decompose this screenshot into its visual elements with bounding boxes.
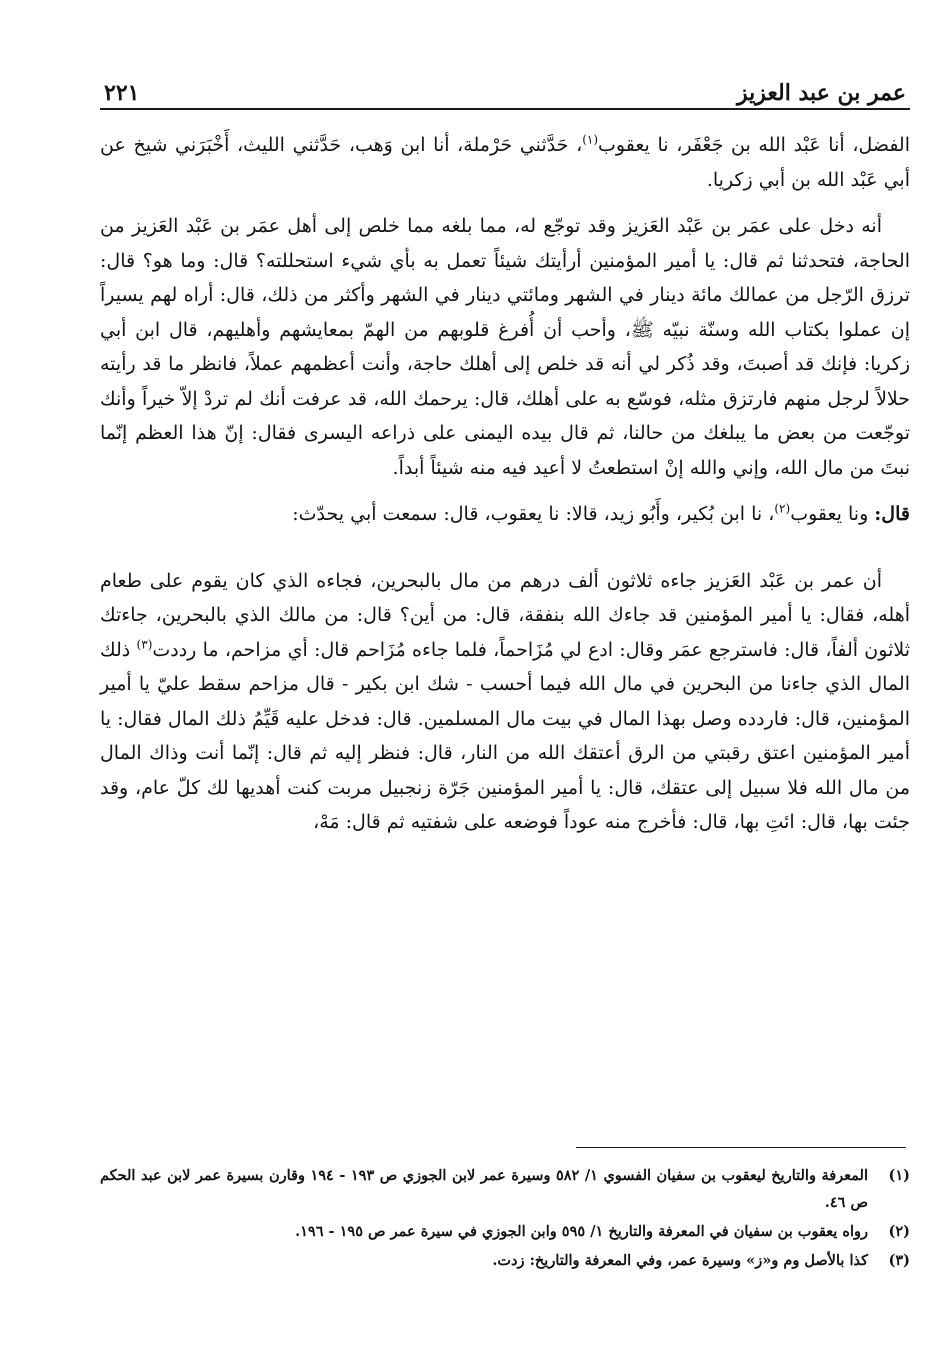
- text-segment: أن عمر بن عَبْد العَزيز جاءه ثلاثون ألف درهم من مال بالبحرين، فجاءه الذي كان يقوم على طعام أهله، فقال: يا أمير المؤمنين قد جاءك الله بنفقة، قال: من أين؟ قال: من مالك الذي بالبحرين، جاءتك ثلاثون ألفاً، قال: فاسترجع عمَر وقال: ادع لي مُزَاحماً، فلما جاءه مُزَاحم قال: أي مزاحم، ما رددت: [100, 569, 910, 661]
- lead-word: قال:: [874, 503, 910, 525]
- footnote-ref-3: (٣): [136, 637, 153, 652]
- footnote-text: المعرفة والتاريخ ليعقوب بن سفيان الفسوي ١/ ٥٨٢ وسيرة عمر لابن الجوزي ص ١٩٣ - ١٩٤ وقارن بسيرة عمر لابن عبد الحكم ص ٤٦.: [100, 1167, 868, 1211]
- paragraph-story-2: [100, 564, 910, 840]
- book-page: [100, 62, 910, 1332]
- footnote-2: [100, 1218, 910, 1245]
- text-segment: ذلك المال الذي جاءنا من البحرين في مال الله فيما أحسب - شك ابن بكير - قال مزاحم سقط عليّ يا أمير المؤمنين، قال: فاردده وصل بهذا المال في بيت مال المسلمين. قال: فدخل عليه قَيِّمُ ذلك المال فقال: يا أمير المؤمنين اعتق رقبتي من الرق أعتقك الله من النار، قال: فنظر إليه ثم قال: إنّما أنت وذاك المال من مال الله فلا سبيل إلى عتقك، قال: يا أمير المؤمنين جَرّة زنجبيل مربت كنت أهديها لك كلّ عام، وقد جئت بها، قال: ائتِ بها، قال: فأخرج منه عوداً فوضعه على شفتيه ثم قال: مَهْ،: [100, 638, 910, 833]
- footnote-number: (١): [888, 1167, 910, 1184]
- paragraph-isnad-1: [100, 128, 910, 197]
- text-segment: ونا يعقوب: [790, 503, 875, 525]
- footnote-text: كذا بالأصل وم و«ز» وسيرة عمر، وفي المعرفة والتاريخ: زدت.: [492, 1252, 868, 1269]
- footnote-ref-1: (١): [582, 132, 599, 147]
- page-header: [100, 62, 910, 110]
- paragraph-story-1: [100, 209, 910, 485]
- text-segment: الفضل، أنا عَبْد الله بن جَعْفَر، نا يعقوب: [598, 134, 911, 156]
- footnote-text: رواه يعقوب بن سفيان في المعرفة والتاريخ ١/ ٥٩٥ وابن الجوزي في سيرة عمر ص ١٩٥ - ١٩٦.: [295, 1223, 868, 1240]
- page-number: ٢٢١: [104, 80, 140, 106]
- text-segment: ، نا ابن بُكير، وأَبُو زيد، قالا: نا يعقوب، قال: سمعت أبي يحدّث:: [292, 503, 775, 525]
- footnote-1: [100, 1162, 910, 1216]
- text-segment: ، حَدَّثني حَرْملة، أنا ابن وَهب، حَدَّثني الليث، أَخْبَرَني شيخ عن أبي عَبْد الله بن أبي زكريا.: [100, 134, 910, 191]
- main-text: [100, 128, 910, 840]
- footnote-ref-2: (٢): [774, 501, 791, 516]
- paragraph-isnad-2: [100, 497, 910, 532]
- footnote-3: [100, 1247, 910, 1274]
- running-title: عمر بن عبد العزيز: [737, 80, 906, 106]
- footnotes: [100, 1162, 910, 1276]
- footnote-number: (٣): [888, 1252, 910, 1269]
- footnote-number: (٢): [888, 1223, 910, 1240]
- text-segment: أنه دخل على عمَر بن عَبْد العَزيز وقد توجّع له، مما بلغه مما خلص إلى أهل عمَر بن عَبْد العَزيز من الحاجة، فتحدثنا ثم قال: يا أمير المؤمنين أرأيتك شيئاً تعمل به بأي شيء استحللته؟ قال: وما هو؟ قال: ترزق الرّجل من عمالك مائة دينار في الشهر ومائتي دينار في الشهر وأكثر من ذلك، قال: أراه لهم يسيراً إن عملوا بكتاب الله وسنّة نبيّه ﷺ، وأحب أن أُفرغ قلوبهم من الهمّ بمعايشهم وأهليهم، قال ابن أبي زكريا: فإنك قد أصبتَ، وقد ذُكر لي أنه قد خلص إلى أهلك حاجة، وأنت أعظمهم عملاً، فانظر ما قد رأيته حلالاً لرجل منهم فارتزق مثله، فوسّع به على أهلك، قال: يرحمك الله، قد عرفت أنك لم تردْ إلاّ خيراً وأنك توجّعت من بعض ما يبلغك من حالنا، ثم قال بيده اليمنى على ذراعه اليسرى فقال: إنّ هذا العظم إنّما نبتَ من مال الله، وإني والله إنْ استطعتُ لا أعيد فيه منه شيئاً أبداً.: [100, 215, 910, 479]
- footnote-separator: [576, 1147, 906, 1148]
